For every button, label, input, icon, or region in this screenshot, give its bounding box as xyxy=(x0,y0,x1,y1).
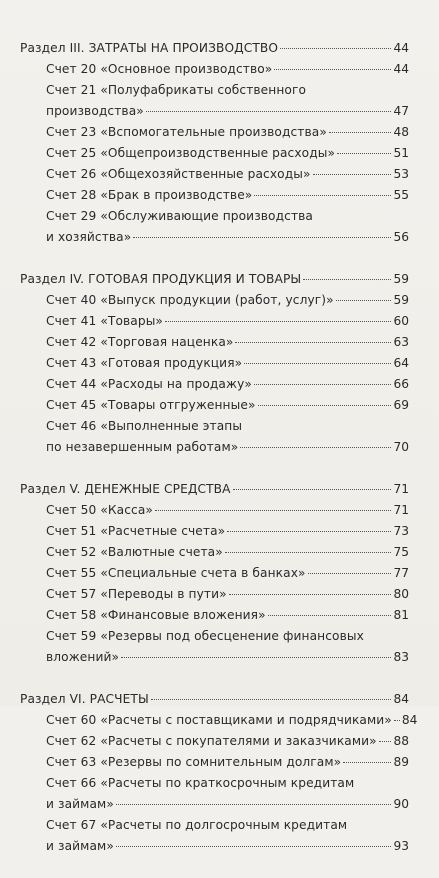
entry-text: Счет 60 «Расчеты с поставщиками и подрядчиками» xyxy=(46,713,392,727)
dot-leader xyxy=(151,699,392,700)
dot-leader xyxy=(155,510,392,511)
toc-entry xyxy=(46,80,409,122)
dot-leader xyxy=(133,237,391,238)
entry-text: Счет 59 «Резервы под обесценение финансовых xyxy=(46,629,364,643)
page-number: 55 xyxy=(393,188,409,202)
entry-line-last xyxy=(46,164,409,185)
toc-entry xyxy=(46,59,409,80)
entry-line-last xyxy=(46,647,409,668)
toc-entry xyxy=(46,122,409,143)
entry-text: Счет 23 «Вспомогательные производства» xyxy=(46,125,327,139)
entry-line-last xyxy=(46,794,409,815)
dot-leader xyxy=(233,489,392,490)
toc-entry xyxy=(46,563,409,584)
page-number: 75 xyxy=(393,545,409,559)
dot-leader xyxy=(379,741,392,742)
entry-line xyxy=(46,206,409,227)
toc-entry xyxy=(46,626,409,668)
entry-text: Счет 42 «Торговая наценка» xyxy=(46,335,234,349)
entry-line-last xyxy=(46,185,409,206)
entry-line-last xyxy=(46,542,409,563)
page-number: 84 xyxy=(401,713,418,727)
dot-leader xyxy=(274,69,391,70)
dot-leader xyxy=(235,342,391,343)
dot-leader xyxy=(394,720,400,721)
entry-line xyxy=(46,80,409,101)
dot-leader xyxy=(240,447,391,448)
table-of-contents xyxy=(0,38,439,878)
section-title: Раздел III. ЗАТРАТЫ НА ПРОИЗВОДСТВО xyxy=(20,41,279,55)
entry-text: Счет 20 «Основное производство» xyxy=(46,62,273,76)
page-number: 66 xyxy=(393,377,409,391)
dot-leader xyxy=(258,405,392,406)
toc-section xyxy=(0,479,439,668)
entry-text: Счет 43 «Готовая продукция» xyxy=(46,356,243,370)
dot-leader xyxy=(244,363,391,364)
entry-text: Счет 58 «Финансовые вложения» xyxy=(46,608,266,622)
entry-line-last xyxy=(46,437,409,458)
dot-leader xyxy=(227,531,391,532)
entry-line xyxy=(46,773,409,794)
page-number: 51 xyxy=(393,146,409,160)
section-title: Раздел IV. ГОТОВАЯ ПРОДУКЦИЯ И ТОВАРЫ xyxy=(20,272,302,286)
toc-entry xyxy=(46,185,409,206)
entry-line-last xyxy=(46,332,409,353)
entry-text: и займам» xyxy=(46,797,114,811)
page-number: 93 xyxy=(393,839,409,853)
entry-line-last xyxy=(46,143,409,164)
entry-text: Счет 55 «Специальные счета в банках» xyxy=(46,566,306,580)
page-number: 77 xyxy=(393,566,409,580)
toc-section xyxy=(0,38,439,248)
entry-text: Счет 21 «Полуфабрикаты собственного xyxy=(46,83,307,97)
dot-leader xyxy=(280,48,391,49)
entry-text: Счет 67 «Расчеты по долгосрочным кредитам xyxy=(46,818,348,832)
entry-line-last xyxy=(46,59,409,80)
dot-leader xyxy=(303,279,391,280)
page-number: 53 xyxy=(393,167,409,181)
page-number: 59 xyxy=(393,272,409,286)
section-title: Раздел VI. РАСЧЕТЫ xyxy=(20,692,149,706)
entry-line-last xyxy=(46,563,409,584)
toc-entry xyxy=(46,311,409,332)
entry-text: Счет 51 «Расчетные счета» xyxy=(46,524,226,538)
toc-entry xyxy=(46,521,409,542)
toc-entry xyxy=(46,206,409,248)
toc-entry xyxy=(46,374,409,395)
entry-line-last xyxy=(46,101,409,122)
entry-line-last xyxy=(46,836,409,857)
entry-line-last xyxy=(46,395,409,416)
entry-text: Счет 63 «Резервы по сомнительным долгам» xyxy=(46,755,342,769)
dot-leader xyxy=(146,111,392,112)
entry-line-last xyxy=(46,521,409,542)
dot-leader xyxy=(343,762,391,763)
dot-leader xyxy=(336,300,392,301)
section-heading xyxy=(20,269,409,290)
entry-text: Счет 44 «Расходы на продажу» xyxy=(46,377,252,391)
entry-text: Счет 66 «Расчеты по краткосрочным кредитам xyxy=(46,776,355,790)
entry-text: вложений» xyxy=(46,650,120,664)
entry-line-last xyxy=(46,752,409,773)
entry-line-last xyxy=(46,731,409,752)
entry-text: Счет 41 «Товары» xyxy=(46,314,163,328)
entry-text: Счет 29 «Обслуживающие производства xyxy=(46,209,313,223)
dot-leader xyxy=(254,195,391,196)
entry-line-last xyxy=(46,290,409,311)
toc-section xyxy=(0,269,439,458)
dot-leader xyxy=(268,615,392,616)
entry-line-last xyxy=(46,710,418,731)
toc-entry xyxy=(46,290,409,311)
entry-line-last xyxy=(46,353,409,374)
page-number: 71 xyxy=(393,503,409,517)
page-number: 56 xyxy=(393,230,409,244)
dot-leader xyxy=(225,552,392,553)
toc-entry xyxy=(46,584,409,605)
entry-text: Счет 26 «Общехозяйственные расходы» xyxy=(46,167,311,181)
dot-leader xyxy=(308,573,392,574)
page-number: 88 xyxy=(393,734,409,748)
toc-entry xyxy=(46,773,409,815)
entry-line-last xyxy=(46,584,409,605)
dot-leader xyxy=(313,174,392,175)
dot-leader xyxy=(254,384,392,385)
entry-text: Счет 52 «Валютные счета» xyxy=(46,545,223,559)
page-number: 84 xyxy=(393,692,409,706)
toc-entry xyxy=(46,353,409,374)
dot-leader xyxy=(229,594,392,595)
page-number: 44 xyxy=(393,41,409,55)
entry-line-last xyxy=(46,122,409,143)
entry-line-last xyxy=(46,374,409,395)
entry-text: Счет 62 «Расчеты с покупателями и заказчиками» xyxy=(46,734,377,748)
page-number: 81 xyxy=(393,608,409,622)
entry-line xyxy=(46,626,409,647)
entry-text: Счет 45 «Товары отгруженные» xyxy=(46,398,256,412)
entry-text: Счет 57 «Переводы в пути» xyxy=(46,587,227,601)
toc-entry xyxy=(46,332,409,353)
toc-entry xyxy=(46,605,409,626)
dot-leader xyxy=(121,657,391,658)
page-number: 69 xyxy=(393,398,409,412)
dot-leader xyxy=(116,804,392,805)
entry-line-last xyxy=(46,311,409,332)
entry-text: Счет 40 «Выпуск продукции (работ, услуг)» xyxy=(46,293,334,307)
entry-text: Счет 50 «Касса» xyxy=(46,503,153,517)
page-number: 60 xyxy=(393,314,409,328)
dot-leader xyxy=(337,153,391,154)
toc-entry xyxy=(46,500,409,521)
toc-entry xyxy=(46,164,409,185)
entry-text: и займам» xyxy=(46,839,114,853)
entry-text: Счет 46 «Выполненные этапы xyxy=(46,419,243,433)
entry-text: и хозяйства» xyxy=(46,230,132,244)
toc-entry xyxy=(46,710,418,731)
entry-text: Счет 25 «Общепроизводственные расходы» xyxy=(46,146,336,160)
page-number: 63 xyxy=(393,335,409,349)
page-number: 47 xyxy=(393,104,409,118)
entry-text: производства» xyxy=(46,104,144,118)
toc-entry xyxy=(46,395,409,416)
toc-entry xyxy=(46,752,409,773)
entry-line-last xyxy=(46,227,409,248)
section-title: Раздел V. ДЕНЕЖНЫЕ СРЕДСТВА xyxy=(20,482,231,496)
toc-section xyxy=(0,689,439,857)
section-heading xyxy=(20,689,409,710)
page-number: 83 xyxy=(393,650,409,664)
toc-entry xyxy=(46,416,409,458)
entry-text: Счет 28 «Брак в производстве» xyxy=(46,188,253,202)
page-number: 59 xyxy=(393,293,409,307)
page-number: 70 xyxy=(393,440,409,454)
entry-line-last xyxy=(46,500,409,521)
toc-entry xyxy=(46,542,409,563)
dot-leader xyxy=(116,846,392,847)
dot-leader xyxy=(165,321,391,322)
section-heading xyxy=(20,38,409,59)
page-number: 89 xyxy=(393,755,409,769)
entry-line-last xyxy=(46,605,409,626)
page-number: 90 xyxy=(393,797,409,811)
page-number: 48 xyxy=(393,125,409,139)
toc-entry xyxy=(46,815,409,857)
dot-leader xyxy=(329,132,392,133)
section-heading xyxy=(20,479,409,500)
entry-line xyxy=(46,815,409,836)
entry-text: по незавершенным работам» xyxy=(46,440,239,454)
toc-entry xyxy=(46,731,409,752)
page-number: 44 xyxy=(393,62,409,76)
toc-entry xyxy=(46,143,409,164)
page-number: 64 xyxy=(393,356,409,370)
page-number: 73 xyxy=(393,524,409,538)
page-number: 80 xyxy=(393,587,409,601)
entry-line xyxy=(46,416,409,437)
page-number: 71 xyxy=(393,482,409,496)
